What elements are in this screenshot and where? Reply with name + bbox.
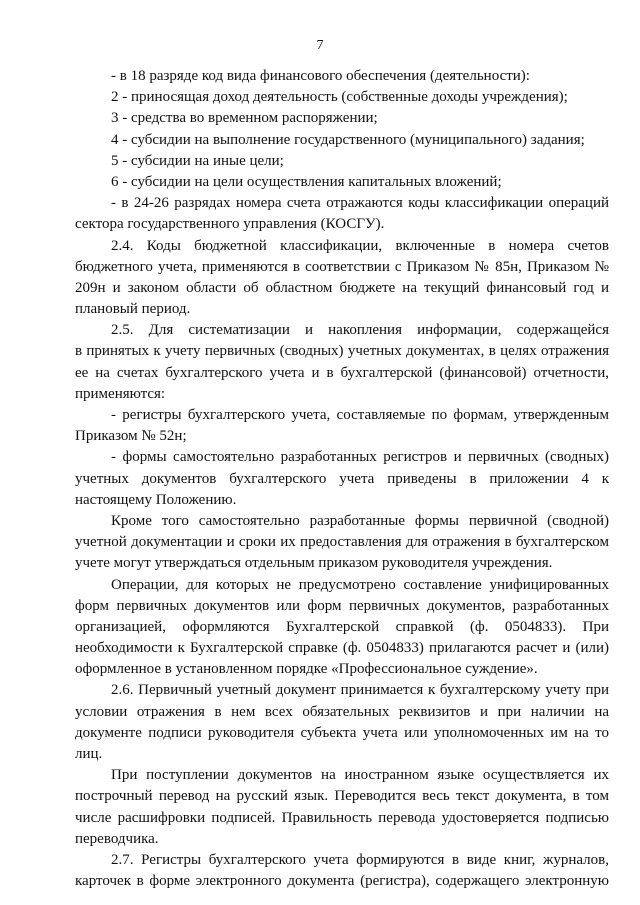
text-line: Приказом № 52н; [75,428,187,445]
text-line: 209н и законом области об областном бюджете на текущий финансовый год и [75,279,609,296]
text-line: учетных документов бухгалтерского учета приведены в приложении 4 к [75,470,609,487]
text-line: в принятых к учету первичных (сводных) учетных документах, в целях отражения [75,343,609,360]
text-line: условии отражения в нем всех обязательных реквизитов и при наличии на [75,703,609,720]
text-line: форм первичных документов или форм первичных документов, разработанных [75,597,609,614]
text-line: лиц. [75,746,103,762]
text-line: необходимости к Бухгалтерской справке (ф. 0504833) прилагаются расчет и (или) [75,640,609,657]
text-line: переводчика. [75,830,159,847]
text-line: ее на счетах бухгалтерского учета и в бухгалтерской (финансовой) отчетности, [75,364,609,381]
text-line: 6 - субсидии на цели осуществления капитальных вложений; [111,173,502,190]
text-line: документе подписи руководителя субъекта учета или уполномоченных им на то [75,724,609,741]
text-line: 2 - приносящая доход деятельность (собственные доходы учреждения); [111,89,568,106]
text-line: 2.7. Регистры бухгалтерского учета формируются в виде книг, журналов, [111,851,609,868]
text-line: построчный перевод на русский язык. Переводится весь текст документа, в том [75,788,609,805]
text-line: Операции, для которых не предусмотрено составление унифицированных [111,576,609,593]
text-line: применяются: [75,385,166,402]
text-line: При поступлении документов на иностранном языке осуществляется их [111,767,609,784]
text-line: оформленное в установленном порядке «Профессиональное суждение». [75,661,538,678]
text-line: 3 - средства во временном распоряжении; [111,110,378,127]
text-line: бюджетного учета, применяются в соответствии с Приказом № 85н, Приказом № [75,258,609,275]
text-line: 4 - субсидии на выполнение государственного (муниципального) задания; [111,131,585,148]
text-line: - в 24-26 разрядах номера счета отражаются коды классификации операций [111,195,609,212]
text-line: учетной документации и сроки их предоставления для отражения в бухгалтерском [75,534,609,551]
text-line: сектора государственного управления (КОСГУ). [75,216,385,233]
text-line: карточек в форме электронного документа (регистра), содержащего электронную [75,873,609,890]
text-line: 2.6. Первичный учетный документ принимается к бухгалтерскому учету при [111,682,609,699]
text-line: плановый период. [75,301,191,318]
text-line: - регистры бухгалтерского учета, составляемые по формам, утвержденным [111,407,609,423]
text-line: настоящему Положению. [75,491,237,508]
text-line: учете могут утверждаться отдельным приказом руководителя учреждения. [75,555,553,572]
text-line: - формы самостоятельно разработанных регистров и первичных (сводных) [111,449,609,466]
document-body [75,66,609,892]
text-line: - в 18 разряде код вида финансового обеспечения (деятельности): [111,68,530,84]
text-line: Кроме того самостоятельно разработанные формы первичной (сводной) [111,512,609,529]
text-line: 2.5. Для систематизации и накопления информации, содержащейся [111,322,609,339]
text-line: числе расшифровки подписей. Правильность перевода удостоверяется подписью [75,809,609,826]
page-number: 7 [316,38,324,53]
text-line: 5 - субсидии на иные цели; [111,152,284,169]
text-line: организацией, оформляются Бухгалтерской справкой (ф. 0504833). При [75,618,609,635]
text-line: 2.4. Коды бюджетной классификации, включенные в номера счетов [111,237,609,254]
